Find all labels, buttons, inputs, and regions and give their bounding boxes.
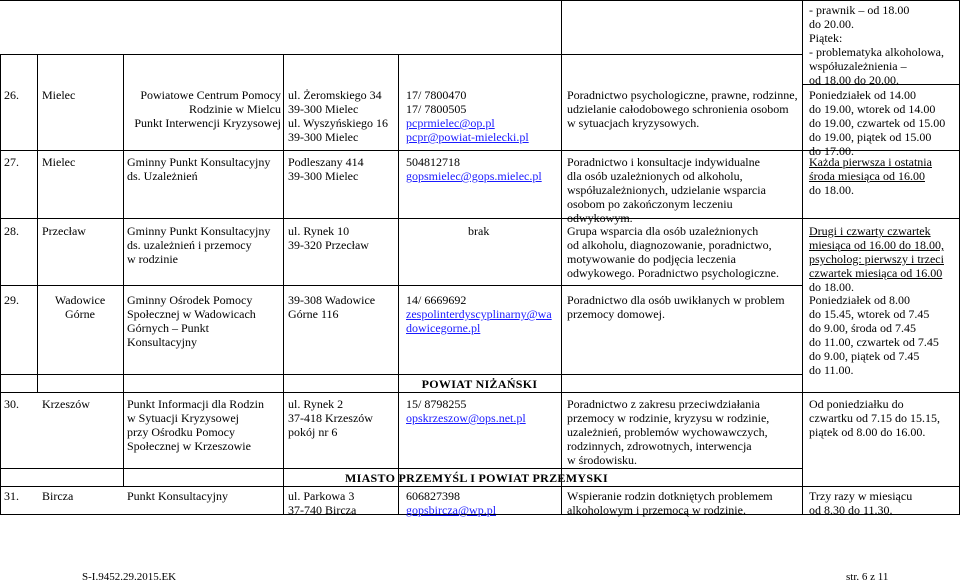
row-30-hours: [809, 397, 940, 439]
hours-line: współuzależnienia –: [809, 59, 907, 73]
row-divider-30: [0, 374, 802, 375]
col-divider-name: [123, 54, 124, 486]
row-29-hours: [809, 224, 944, 294]
hours-line: miesiąca od 16.00 do 18.00,: [809, 238, 944, 252]
name-line: Górnych – Punkt: [127, 321, 209, 335]
place-line: Wadowice: [54, 293, 106, 307]
address-line: 37-418 Krzeszów: [288, 411, 373, 425]
service-line: motywowanie do podjęcia leczenia: [567, 252, 736, 266]
address-line: ul. Żeromskiego 34: [288, 88, 382, 102]
row-27-address: [288, 155, 364, 183]
hours-line: Poniedziałek od 14.00: [809, 88, 916, 102]
hours-line: psycholog: pierwszy i trzeci: [809, 252, 944, 266]
row-27-name: [127, 155, 270, 183]
hours-divider-31: [802, 486, 960, 487]
email-link[interactable]: dowicegorne.pl: [406, 321, 481, 335]
phone: 606827398: [406, 489, 460, 503]
hours-line: do 19.00, czwartek od 15.00: [809, 116, 946, 130]
row-27-place: Mielec: [42, 155, 76, 169]
address-line: ul. Wyszyńskiego 16: [288, 116, 389, 130]
section-header-przemysl: MIASTO PRZEMYŚL I POWIAT PRZEMYSKI: [345, 471, 608, 485]
row-27-services: [567, 155, 766, 225]
name-line: Gminny Punkt Konsultacyjny: [127, 224, 271, 238]
service-line: dla osób uzależnionych od alkoholu,: [567, 169, 743, 183]
service-line: Poradnictwo psychologiczne, prawne, rodzinne,: [567, 88, 798, 102]
phone: 15/ 8798255: [406, 397, 467, 411]
row-28-contact-note: brak: [468, 224, 490, 238]
service-line: uzależnień, problemów wychowawczych,: [567, 425, 768, 439]
name-line: Gminny Punkt Konsultacyjny: [127, 155, 271, 169]
hours-line: do 9.00, piątek od 7.45: [809, 349, 920, 363]
row-29-name: [127, 293, 256, 349]
row-30-place: Krzeszów: [42, 397, 90, 411]
service-line: Grupa wsparcia dla osób uzależnionych: [567, 224, 759, 238]
row-29-services: [567, 293, 785, 321]
hours-line: - prawnik – od 18.00: [809, 3, 910, 17]
table-top-border: [0, 0, 960, 1]
footer-doc-id: S-I.9452.29.2015.EK: [82, 571, 177, 583]
email-link[interactable]: pcprmielec@op.pl: [406, 116, 495, 130]
service-line: alkoholowym i przemocą w rodzinie.: [567, 503, 746, 517]
row-31-hours: [809, 489, 912, 517]
row-30-contact: [406, 397, 526, 425]
hours-line: czwartku od 7.15 do 15.15,: [809, 411, 940, 425]
hours-continuation: [809, 3, 959, 87]
phone: 17/ 7800505: [406, 102, 467, 116]
hours-divider-30: [802, 392, 960, 393]
hours-line: do 18.00.: [809, 183, 854, 197]
hours-line: do 9.00, środa od 7.45: [809, 321, 916, 335]
col-divider-address: [283, 54, 284, 514]
row-31-services: [567, 489, 773, 517]
row-divider-27: [0, 150, 802, 151]
address-line: 37-740 Bircza: [288, 503, 357, 517]
email-link[interactable]: pcpr@powiat-mielecki.pl: [406, 130, 529, 144]
row-28-address: [288, 224, 369, 252]
col-divider-services: [561, 0, 562, 514]
row-28-place: Przecław: [42, 224, 86, 238]
service-line: od alkoholu, diagnozowanie, poradnictwo,: [567, 238, 772, 252]
hours-line: piątek od 8.00 do 16.00.: [809, 425, 926, 439]
row-30-services: [567, 397, 769, 467]
hours-line: od 8.30 do 11.30.: [809, 503, 893, 517]
footer-page-number: str. 6 z 11: [846, 571, 889, 583]
row-29-no: 29.: [4, 293, 19, 307]
service-line: przemocy domowej.: [567, 307, 665, 321]
phone: 14/ 6669692: [406, 293, 467, 307]
email-link[interactable]: zespolinterdyscyplinarny@wa: [406, 307, 552, 321]
row-30-name: [127, 397, 264, 453]
hours-line: Poniedziałek od 8.00: [809, 293, 910, 307]
row-divider-31b: [0, 486, 802, 487]
row-31-place: Bircza: [42, 489, 74, 503]
hours-line: Drugi i czwarty czwartek: [809, 224, 931, 238]
row-divider-29: [0, 285, 802, 286]
name-line: Społecznej w Wadowicach: [127, 307, 256, 321]
row-28-hours: [809, 155, 932, 197]
place-line: Górne: [65, 307, 95, 321]
hours-divider-29: [802, 218, 960, 219]
row-divider-31a: [0, 468, 802, 469]
hours-line: od 18.00 do 20.00.: [809, 73, 899, 87]
hours-line: do 11.00.: [809, 363, 854, 377]
service-line: Poradnictwo i konsultacje indywidualne: [567, 155, 760, 169]
row-31-name: Punkt Konsultacyjny: [127, 489, 228, 503]
email-link[interactable]: gopsmielec@gops.mielec.pl: [406, 169, 542, 183]
row-27-hours: [809, 88, 945, 158]
row-29-contact: [406, 293, 552, 335]
row-26-address: [288, 88, 388, 144]
row-31-contact: [406, 489, 496, 517]
service-line: w sytuacjach kryzysowych.: [567, 116, 700, 130]
col-divider-contact: [398, 54, 399, 514]
service-line: rodzinnych, zdrowotnych, interwencja: [567, 439, 752, 453]
row-26-place: Mielec: [42, 88, 76, 102]
address-line: 39-320 Przecław: [288, 238, 369, 252]
section-header-nizanski: POWIAT NIŻAŃSKI: [421, 377, 538, 391]
address-line: ul. Rynek 10: [288, 224, 350, 238]
address-line: ul. Rynek 2: [288, 397, 344, 411]
address-line: ul. Parkowa 3: [288, 489, 355, 503]
address-line: Górne 116: [288, 307, 339, 321]
address-line: pokój nr 6: [288, 425, 338, 439]
hours-line: do 19.00, piątek od 15.00: [809, 130, 932, 144]
service-line: współuzależnionych, udzielanie wsparcia: [567, 183, 766, 197]
hours-line: do 11.00, czwartek od 7.45: [809, 335, 939, 349]
phone: 17/ 7800470: [406, 88, 467, 102]
hours-line: środa miesiąca od 16.00: [809, 169, 925, 183]
col-divider-hours: [802, 0, 803, 514]
hours-line: czwartek miesiąca od 16.00: [809, 266, 943, 280]
address-line: Podleszany 414: [288, 155, 364, 169]
name-line: przy Ośrodku Pomocy: [127, 425, 235, 439]
row-31-address: [288, 489, 356, 517]
row-30-address: [288, 397, 373, 439]
row-divider-26: [0, 54, 802, 55]
service-line: osobom po zakończonym leczeniu: [567, 197, 733, 211]
hours-line: do 20.00.: [809, 17, 854, 31]
service-line: odwykowym.: [567, 211, 633, 225]
name-line: Rodzinie w Mielcu: [189, 102, 281, 116]
row-28-name: [127, 224, 270, 266]
table-left-border: [0, 54, 1, 514]
name-line: Gminny Ośrodek Pomocy: [127, 293, 253, 307]
hours-line: do 15.45, wtorek od 7.45: [809, 307, 930, 321]
row-divider-30b: [0, 392, 802, 393]
service-line: Poradnictwo z zakresu przeciwdziałania: [567, 397, 760, 411]
name-line: Społecznej w Krzeszowie: [127, 439, 251, 453]
email-link[interactable]: gopsbircza@wp.pl: [406, 503, 497, 517]
name-line: w rodzinie: [127, 252, 178, 266]
row-26-services: [567, 88, 798, 130]
service-line: w środowisku.: [567, 453, 638, 467]
hours-line: do 19.00, wtorek od 14.00: [809, 102, 936, 116]
hours-line: Trzy razy w miesiącu: [809, 489, 913, 503]
service-line: przemocy w rodzinie, kryzysu w rodzinie,: [567, 411, 770, 425]
service-line: odwykowego. Poradnictwo psychologiczne.: [567, 266, 779, 280]
row-28-no: 28.: [4, 224, 19, 238]
service-line: udzielanie całodobowego schronienia osobom: [567, 102, 789, 116]
hours-line: Każda pierwsza i ostatnia: [809, 155, 932, 169]
row-29b-hours: [809, 293, 939, 377]
name-line: w Sytuacji Kryzysowej: [127, 411, 239, 425]
row-27-contact: [406, 155, 542, 183]
name-line: Konsultacyjny: [127, 335, 197, 349]
row-31-no: 31.: [4, 489, 19, 503]
email-link[interactable]: opskrzeszow@ops.net.pl: [406, 411, 526, 425]
hours-line: do 17.00.: [809, 144, 854, 158]
name-line: ds. Uzależnień: [127, 169, 198, 183]
row-28-services: [567, 224, 779, 280]
name-line: Punkt Interwencji Kryzysowej: [134, 116, 281, 130]
row-26-no: 26.: [4, 88, 19, 102]
hours-line: Od poniedziałku do: [809, 397, 904, 411]
col-divider-place: [37, 54, 38, 392]
row-26-contact: [406, 88, 529, 144]
hours-line: - problematyka alkoholowa,: [809, 45, 944, 59]
address-line: 39-308 Wadowice: [288, 293, 376, 307]
service-line: Poradnictwo dla osób uwikłanych w problem: [567, 293, 785, 307]
service-line: Wspieranie rodzin dotkniętych problemem: [567, 489, 773, 503]
name-line: ds. uzależnień i przemocy: [127, 238, 252, 252]
row-30-no: 30.: [4, 397, 19, 411]
address-line: 39-300 Mielec: [288, 169, 359, 183]
row-27-no: 27.: [4, 155, 19, 169]
address-line: 39-300 Mielec: [288, 130, 359, 144]
row-26-name: [125, 88, 281, 130]
hours-line: Piątek:: [809, 31, 843, 45]
name-line: Punkt Informacji dla Rodzin: [127, 397, 264, 411]
hours-line: do 18.00.: [809, 280, 854, 294]
row-29-place: [40, 293, 120, 321]
name-line: Powiatowe Centrum Pomocy: [140, 88, 281, 102]
row-29-address: [288, 293, 375, 321]
phone: 504812718: [406, 155, 460, 169]
address-line: 39-300 Mielec: [288, 102, 359, 116]
